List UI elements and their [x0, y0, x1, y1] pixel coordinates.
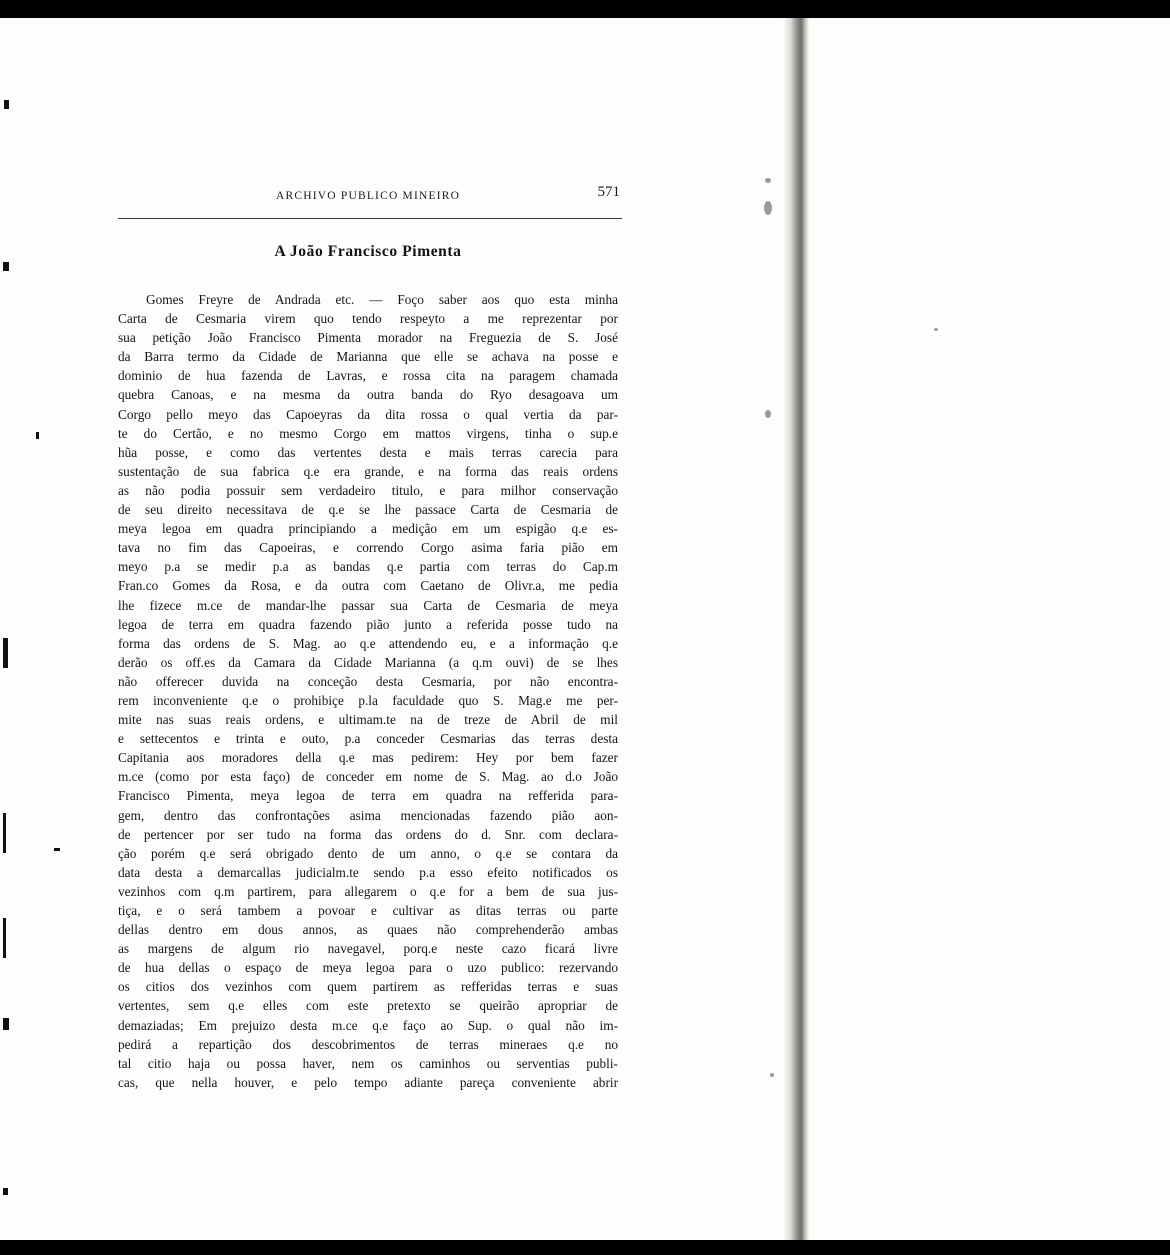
text-line: Fran.co Gomes da Rosa, e da outra com Caetano de Olivr.a, me pedia: [118, 578, 618, 594]
text-line: de hua dellas o espaço de meya legoa para o uzo publico: rezervando: [118, 960, 618, 976]
text-line: hũa posse, e como das vertentes desta e mais terras carecia para: [118, 444, 618, 460]
text-line: as não podia possuir sem verdadeiro titulo, e para milhor conservação: [118, 482, 618, 498]
text-line: Francisco Pimenta, meya legoa de terra em quadra na refferida para-: [118, 788, 618, 804]
paper-speck: [765, 410, 771, 418]
text-line: vertentes, sem q.e elles com este pretexto se queirão apropriar de: [118, 998, 618, 1014]
text-line: Carta de Cesmaria virem quo tendo respeyto a me reprezentar por: [118, 311, 618, 327]
text-line: Corgo pello meyo das Capoeyras da dita rossa o qual vertia da par-: [118, 406, 618, 422]
text-line: os citios dos vezinhos com quem partirem as refferidas terras e suas: [118, 979, 618, 995]
text-line: gem, dentro das confrontações asima mencionadas fazendo pião aon-: [118, 807, 618, 823]
text-line: m.ce (como por esta faço) de conceder em nome de S. Mag. ao d.o João: [118, 769, 618, 785]
text-line: não offerecer duvida na conceção desta Cesmaria, por não encontra-: [118, 673, 618, 689]
left-edge-mark: [3, 813, 6, 853]
text-line: ção porém q.e será obrigado dento de um anno, o q.e se contara da: [118, 845, 618, 861]
text-line: meyo p.a se medir p.a as bandas q.e partia com terras do Cap.m: [118, 559, 618, 575]
text-line: de pertencer por ser tudo na forma das ordens do d. Snr. com declara-: [118, 826, 618, 842]
text-line: cas, que nella houver, e pelo tempo adiante pareça conveniente abrir: [118, 1074, 618, 1090]
page-number: 571: [597, 184, 620, 200]
text-line: Capitania aos moradores della q.e mas pedirem: Hey por bem fazer: [118, 750, 618, 766]
text-line: quebra Canoas, e na mesma da outra banda do Ryo desagoava um: [118, 387, 618, 403]
left-edge-mark: [3, 918, 6, 958]
text-line: sua petição João Francisco Pimenta morador na Freguezia de S. José: [118, 330, 618, 346]
text-line: sustentação de sua fabrica q.e era grande, e na forma das reais ordens: [118, 463, 618, 479]
left-edge-mark: [3, 638, 8, 668]
book-gutter-shadow: [783, 18, 809, 1240]
left-edge-mark: [36, 432, 39, 439]
text-line: e settecentos e trinta e outo, p.a conceder Cesmarias das terras desta: [118, 731, 618, 747]
paper-speck: [764, 201, 772, 215]
text-line: meya legoa em quadra principiando a medição em um espigão q.e es-: [118, 521, 618, 537]
header-rule: [118, 218, 622, 219]
document-body: [118, 290, 618, 1092]
text-line: mite nas suas reais ordens, e ultimam.te na de treze de Abril de mil: [118, 712, 618, 728]
text-line: rem inconveniente q.e o prohibiçe p.la faculdade quo S. Mag.e me per-: [118, 692, 618, 708]
left-edge-mark: [4, 100, 9, 109]
text-line: demaziadas; Em prejuizo desta m.ce q.e faço ao Sup. o qual não im-: [118, 1017, 618, 1033]
text-line: te do Certão, e no mesmo Corgo em mattos virgens, tinha o sup.e: [118, 425, 618, 441]
page-header: [118, 180, 622, 220]
text-line: pedirá a repartição dos descobrimentos de terras mineraes q.e no: [118, 1036, 618, 1052]
text-line: da Barra termo da Cidade de Marianna que elle se achava na posse e: [118, 349, 618, 365]
text-line: data desta a demarcallas judicialm.te sendo p.a esso efeito notificados os: [118, 864, 618, 880]
left-edge-mark: [3, 1188, 8, 1195]
text-line: forma das ordens de S. Mag. ao q.e attendendo eu, e a informação q.e: [118, 635, 618, 651]
text-line: vezinhos com q.m partirem, para allegarem o q.e for a bem de sua jus-: [118, 883, 618, 899]
left-edge-mark: [54, 848, 60, 851]
text-line: dellas dentro em dous annos, as quaes não comprehenderão ambas: [118, 922, 618, 938]
running-head: ARCHIVO PUBLICO MINEIRO: [276, 190, 461, 202]
paper-speck: [934, 328, 938, 331]
text-line: tal citio haja ou possa haver, nem os caminhos ou serventias publi-: [118, 1055, 618, 1071]
text-line: tava no fim das Capoeiras, e correndo Corgo asima faria pião em: [118, 540, 618, 556]
text-line: dominio de hua fazenda de Lavras, e rossa cita na paragem chamada: [118, 368, 618, 384]
text-line: de seu direito necessitava de q.e se lhe passace Carta de Cesmaria de: [118, 502, 618, 518]
left-edge-mark: [3, 262, 9, 271]
left-edge-mark: [3, 1018, 9, 1030]
text-line: as margens de algum rio navegavel, porq.e neste cazo ficará livre: [118, 941, 618, 957]
text-line: lhe fizece m.ce de mandar-lhe passar sua Carta de Cesmaria de meya: [118, 597, 618, 613]
text-line: legoa de terra em quadra fazendo pião junto a referida posse tudo na: [118, 616, 618, 632]
text-line: tiça, e o será tambem a povoar e cultivar as ditas terras ou parte: [118, 903, 618, 918]
text-line: Gomes Freyre de Andrada etc. — Foço saber aos quo esta minha: [146, 292, 618, 307]
paper-speck: [765, 178, 771, 183]
document-title: A João Francisco Pimenta: [274, 243, 462, 260]
text-line: derão os off.es da Camara da Cidade Marianna (a q.m ouvi) de se lhes: [118, 654, 618, 670]
paper-speck: [770, 1073, 774, 1077]
